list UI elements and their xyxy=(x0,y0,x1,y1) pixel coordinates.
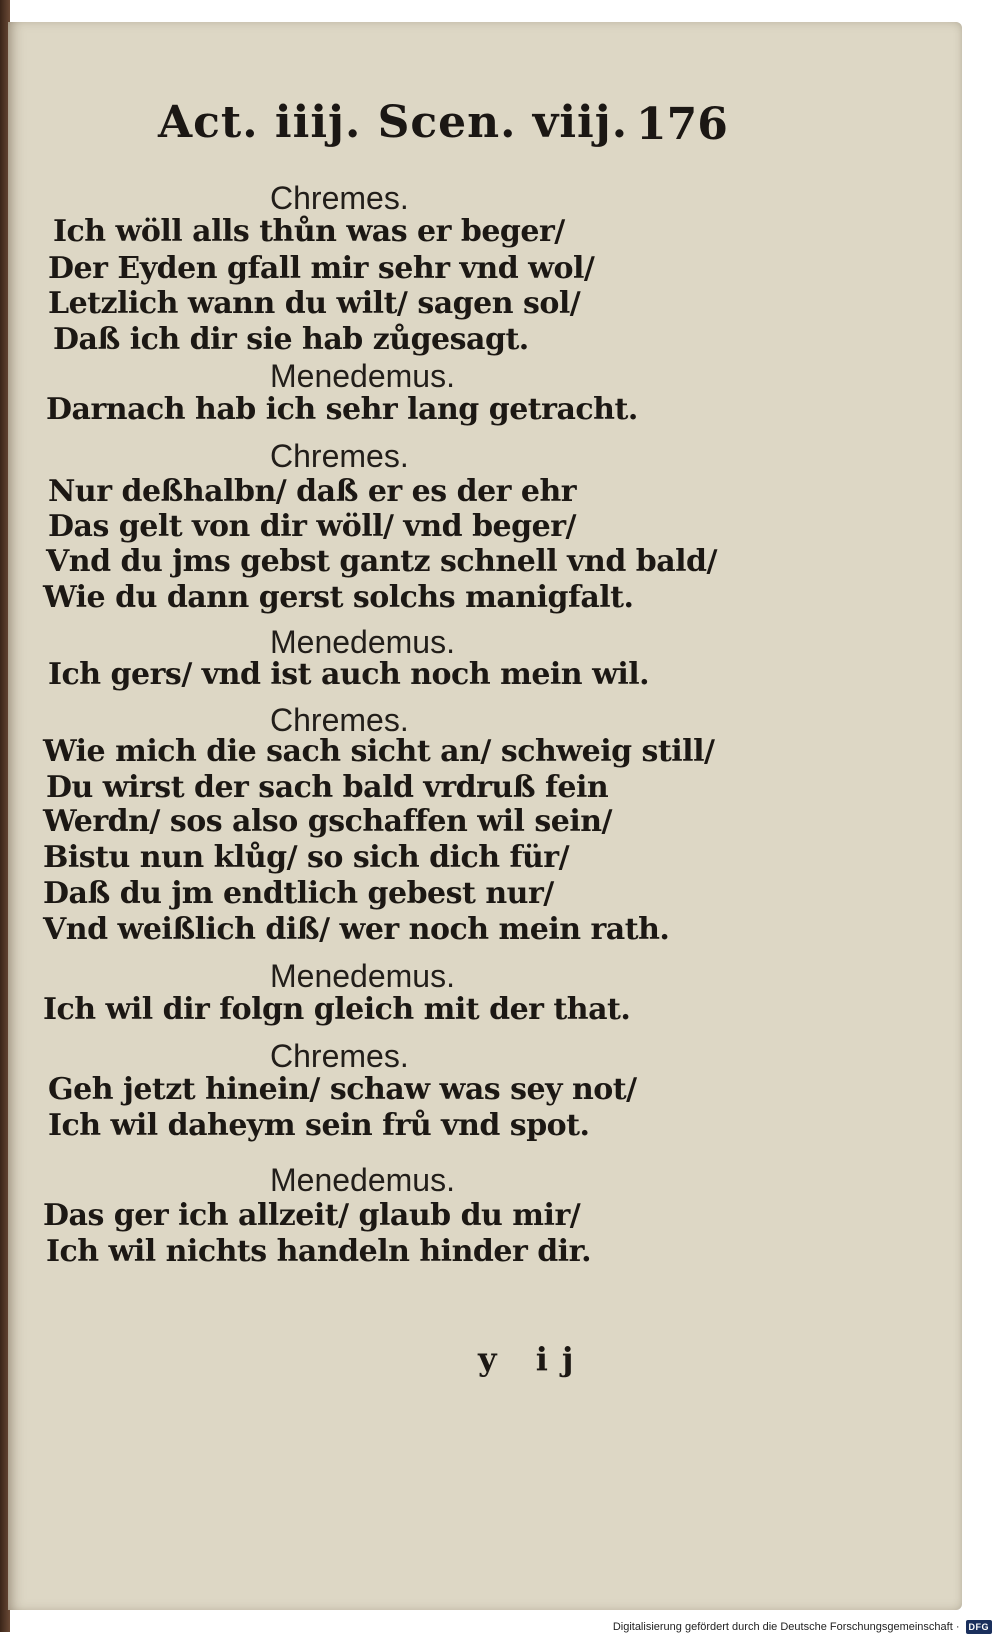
verse-line: Geh jetzt hinein/ schaw was sey not/ xyxy=(48,1072,637,1107)
page-number: 176 xyxy=(636,99,728,150)
verse-line: Wie du dann gerst solchs manigfalt. xyxy=(43,580,634,615)
speaker-heading: Menedemus. xyxy=(270,958,455,994)
speaker-heading: Chremes. xyxy=(270,1038,409,1074)
verse-line: Vnd du jms gebst gantz schnell vnd bald/ xyxy=(46,544,717,579)
verse-line: Wie mich die sach sicht an/ schweig still/ xyxy=(43,734,715,769)
speaker-heading: Chremes. xyxy=(270,180,409,216)
verse-line: Das gelt von dir wöll/ vnd beger/ xyxy=(48,509,576,544)
book-page xyxy=(8,22,962,1610)
speaker-heading: Menedemus. xyxy=(270,624,455,660)
speaker-heading: Menedemus. xyxy=(270,358,455,394)
verse-line: Bistu nun klůg/ so sich dich für/ xyxy=(43,840,570,875)
speaker-heading: Chremes. xyxy=(270,702,409,738)
verse-line: Werdn/ sos also gschaffen wil sein/ xyxy=(43,804,612,839)
speaker-heading: Chremes. xyxy=(270,438,409,474)
printer-signature-mark: y ij xyxy=(478,1340,588,1378)
verse-line: Du wirst der sach bald vrdruß fein xyxy=(46,770,609,805)
verse-line: Letzlich wann du wilt/ sagen sol/ xyxy=(48,286,581,321)
verse-line: Darnach hab ich sehr lang getracht. xyxy=(46,392,638,427)
verse-line: Daß ich dir sie hab zůgesagt. xyxy=(53,322,529,357)
running-head: Act. iiij. Scen. viij. xyxy=(158,97,629,148)
speaker-heading: Menedemus. xyxy=(270,1162,455,1198)
dfg-logo-icon: DFG xyxy=(966,1620,993,1634)
verse-line: Der Eyden gfall mir sehr vnd wol/ xyxy=(48,251,595,286)
verse-line: Ich wöll alls thůn was er beger/ xyxy=(53,214,565,249)
verse-line: Daß du jm endtlich gebest nur/ xyxy=(43,876,554,911)
credit-text: Digitalisierung gefördert durch die Deutsche Forschungsgemeinschaft · xyxy=(612,1621,960,1633)
verse-text-block xyxy=(38,92,738,1392)
verse-line: Ich wil daheym sein frů vnd spot. xyxy=(48,1108,590,1143)
verse-line: Ich wil nichts handeln hinder dir. xyxy=(46,1234,592,1269)
verse-line: Das ger ich allzeit/ glaub du mir/ xyxy=(43,1198,581,1233)
verse-line: Nur deßhalbn/ daß er es der ehr xyxy=(48,474,577,509)
verse-line: Ich wil dir folgn gleich mit der that. xyxy=(43,992,631,1027)
verse-line: Vnd weißlich diß/ wer noch mein rath. xyxy=(43,912,670,947)
verse-line: Ich gers/ vnd ist auch noch mein wil. xyxy=(48,657,650,692)
digitization-credit xyxy=(613,1616,992,1638)
